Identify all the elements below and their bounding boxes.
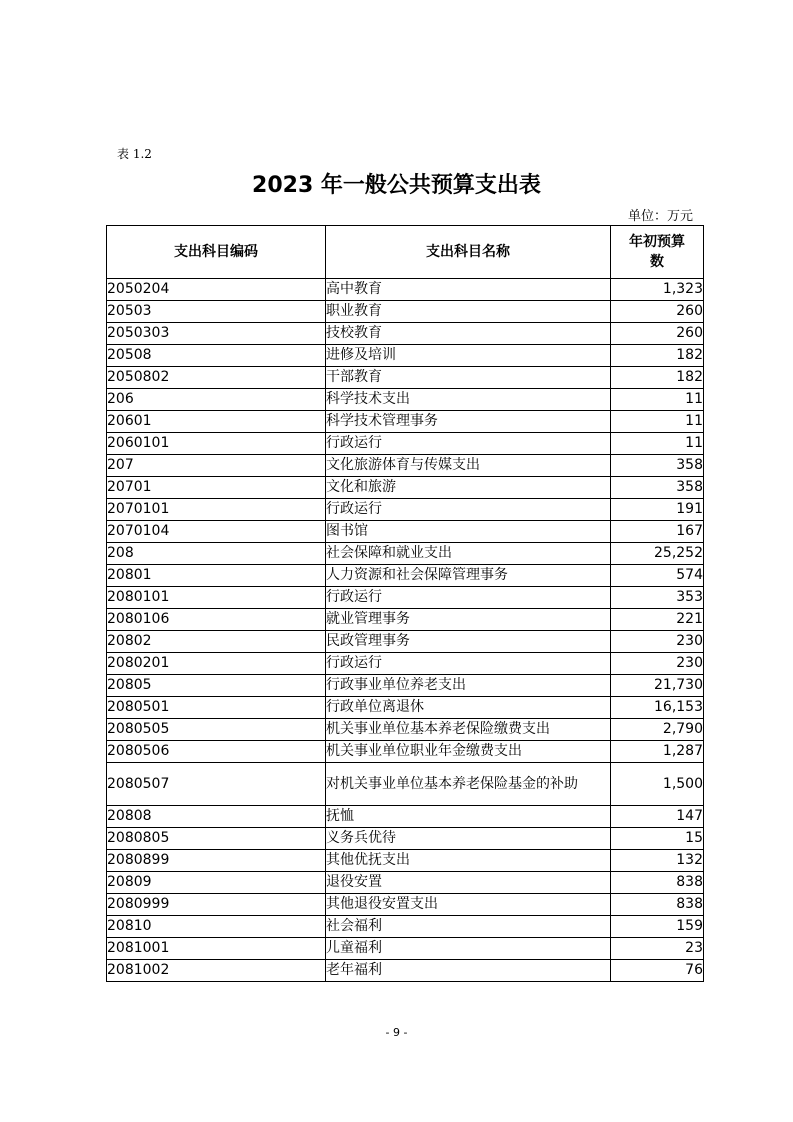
table-row (107, 675, 704, 697)
name-cell: 其他优抚支出 (326, 850, 611, 872)
name-cell: 老年福利 (326, 960, 611, 982)
amount-cell: 132 (611, 850, 704, 872)
table-row (107, 565, 704, 587)
table-row (107, 433, 704, 455)
code-cell: 2081001 (107, 938, 326, 960)
code-cell: 20508 (107, 345, 326, 367)
name-cell: 机关事业单位基本养老保险缴费支出 (326, 719, 611, 741)
table-row (107, 938, 704, 960)
code-cell: 2070101 (107, 499, 326, 521)
name-cell: 文化旅游体育与传媒支出 (326, 455, 611, 477)
name-cell: 行政运行 (326, 499, 611, 521)
amount-cell: 1,287 (611, 741, 704, 763)
table-row (107, 631, 704, 653)
amount-cell: 230 (611, 653, 704, 675)
amount-cell: 1,323 (611, 279, 704, 301)
amount-cell: 353 (611, 587, 704, 609)
table-row (107, 345, 704, 367)
table-row (107, 587, 704, 609)
table-row (107, 850, 704, 872)
name-cell: 干部教育 (326, 367, 611, 389)
code-cell: 2060101 (107, 433, 326, 455)
name-cell: 行政单位离退休 (326, 697, 611, 719)
table-row (107, 521, 704, 543)
amount-cell: 2,790 (611, 719, 704, 741)
table-row (107, 960, 704, 982)
code-cell: 2070104 (107, 521, 326, 543)
amount-cell: 76 (611, 960, 704, 982)
name-cell: 人力资源和社会保障管理事务 (326, 565, 611, 587)
amount-cell: 838 (611, 872, 704, 894)
code-cell: 2050204 (107, 279, 326, 301)
table-row (107, 653, 704, 675)
amount-cell: 15 (611, 828, 704, 850)
amount-cell: 358 (611, 455, 704, 477)
header-code: 支出科目编码 (107, 226, 326, 279)
code-cell: 20503 (107, 301, 326, 323)
amount-cell: 159 (611, 916, 704, 938)
code-cell: 20808 (107, 806, 326, 828)
name-cell: 对机关事业单位基本养老保险基金的补助 (326, 763, 611, 806)
amount-cell: 25,252 (611, 543, 704, 565)
table-row (107, 455, 704, 477)
header-name: 支出科目名称 (326, 226, 611, 279)
name-cell: 科学技术管理事务 (326, 411, 611, 433)
amount-cell: 358 (611, 477, 704, 499)
name-cell: 行政运行 (326, 433, 611, 455)
name-cell: 抚恤 (326, 806, 611, 828)
table-body (107, 279, 704, 982)
code-cell: 2080201 (107, 653, 326, 675)
code-cell: 2080999 (107, 894, 326, 916)
name-cell: 其他退役安置支出 (326, 894, 611, 916)
table-row (107, 741, 704, 763)
amount-cell: 191 (611, 499, 704, 521)
table-row (107, 499, 704, 521)
name-cell: 社会福利 (326, 916, 611, 938)
amount-cell: 260 (611, 301, 704, 323)
name-cell: 技校教育 (326, 323, 611, 345)
table-row (107, 609, 704, 631)
code-cell: 20810 (107, 916, 326, 938)
page-number: - 9 - (385, 1026, 408, 1039)
table-row (107, 389, 704, 411)
code-cell: 2080106 (107, 609, 326, 631)
name-cell: 高中教育 (326, 279, 611, 301)
code-cell: 2080501 (107, 697, 326, 719)
amount-cell: 182 (611, 367, 704, 389)
table-row (107, 477, 704, 499)
table-row (107, 323, 704, 345)
amount-cell: 260 (611, 323, 704, 345)
amount-cell: 182 (611, 345, 704, 367)
name-cell: 行政事业单位养老支出 (326, 675, 611, 697)
name-cell: 行政运行 (326, 587, 611, 609)
amount-cell: 23 (611, 938, 704, 960)
name-cell: 就业管理事务 (326, 609, 611, 631)
code-cell: 20809 (107, 872, 326, 894)
code-cell: 2080805 (107, 828, 326, 850)
amount-cell: 221 (611, 609, 704, 631)
code-cell: 208 (107, 543, 326, 565)
code-cell: 2080899 (107, 850, 326, 872)
unit-label: 单位：万元 (627, 209, 693, 224)
table-row (107, 301, 704, 323)
table-row (107, 279, 704, 301)
code-cell: 207 (107, 455, 326, 477)
amount-cell: 16,153 (611, 697, 704, 719)
name-cell: 进修及培训 (326, 345, 611, 367)
table-row (107, 543, 704, 565)
table-row (107, 411, 704, 433)
name-cell: 义务兵优待 (326, 828, 611, 850)
table-label: 表 1.2 (117, 147, 152, 161)
table-row (107, 806, 704, 828)
code-cell: 2081002 (107, 960, 326, 982)
name-cell: 文化和旅游 (326, 477, 611, 499)
amount-cell: 147 (611, 806, 704, 828)
header-amount: 年初预算数 (611, 226, 704, 279)
amount-cell: 11 (611, 389, 704, 411)
code-cell: 20802 (107, 631, 326, 653)
code-cell: 20601 (107, 411, 326, 433)
table-header-row (107, 226, 704, 279)
table-row (107, 828, 704, 850)
name-cell: 民政管理事务 (326, 631, 611, 653)
name-cell: 职业教育 (326, 301, 611, 323)
code-cell: 2080506 (107, 741, 326, 763)
name-cell: 退役安置 (326, 872, 611, 894)
table-row (107, 872, 704, 894)
amount-cell: 230 (611, 631, 704, 653)
code-cell: 20801 (107, 565, 326, 587)
code-cell: 20805 (107, 675, 326, 697)
table-row (107, 916, 704, 938)
code-cell: 206 (107, 389, 326, 411)
table-row (107, 719, 704, 741)
name-cell: 机关事业单位职业年金缴费支出 (326, 741, 611, 763)
name-cell: 儿童福利 (326, 938, 611, 960)
amount-cell: 574 (611, 565, 704, 587)
budget-table (106, 225, 704, 982)
name-cell: 社会保障和就业支出 (326, 543, 611, 565)
code-cell: 2080101 (107, 587, 326, 609)
amount-cell: 838 (611, 894, 704, 916)
page-title: 2023 年一般公共预算支出表 (252, 173, 541, 198)
table-row (107, 697, 704, 719)
code-cell: 2080505 (107, 719, 326, 741)
code-cell: 2050802 (107, 367, 326, 389)
table-row (107, 763, 704, 806)
name-cell: 科学技术支出 (326, 389, 611, 411)
table-row (107, 894, 704, 916)
amount-cell: 11 (611, 433, 704, 455)
code-cell: 20701 (107, 477, 326, 499)
amount-cell: 167 (611, 521, 704, 543)
name-cell: 图书馆 (326, 521, 611, 543)
amount-cell: 11 (611, 411, 704, 433)
code-cell: 2050303 (107, 323, 326, 345)
table-row (107, 367, 704, 389)
code-cell: 2080507 (107, 763, 326, 806)
name-cell: 行政运行 (326, 653, 611, 675)
amount-cell: 21,730 (611, 675, 704, 697)
amount-cell: 1,500 (611, 763, 704, 806)
